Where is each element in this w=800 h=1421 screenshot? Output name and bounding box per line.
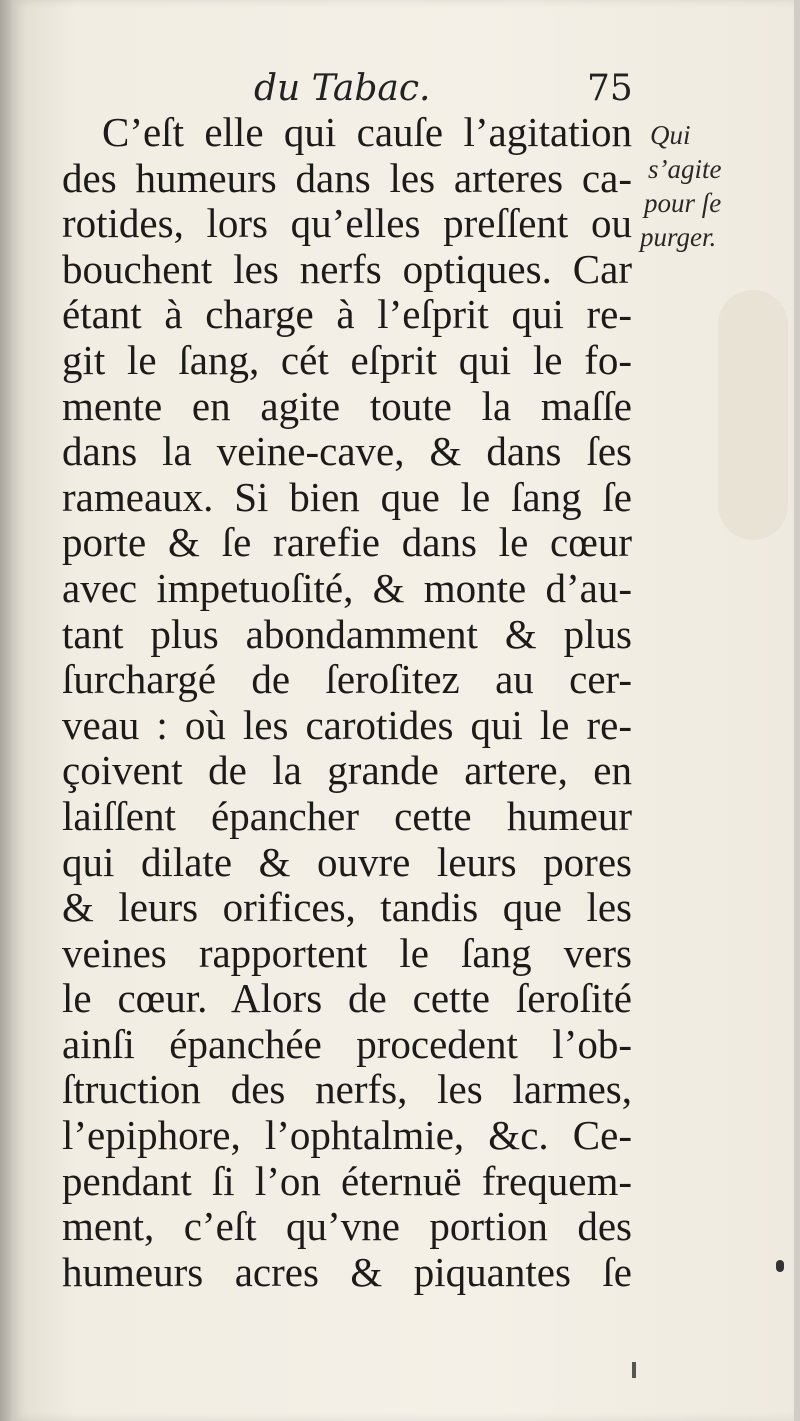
text-line: pendant ſi l’on éternuë frequem- [62,1157,632,1204]
text-line: veau : où les carotides qui le re- [62,701,632,748]
text-line: git le ſang, cét eſprit qui le fo- [62,336,632,383]
margin-note-line: pour ſe [644,188,722,218]
text-line: l’epiphore, l’ophtalmie, &c. Ce- [62,1112,632,1159]
margin-note-line: Qui [650,120,691,150]
text-line: étant à charge à l’eſprit qui re- [62,291,632,338]
text-line: dans la veine-cave, & dans ſes [62,428,632,475]
text-line: ment, c’eſt qu’vne portion des [62,1203,632,1250]
text-line: rotides, lors qu’elles preſſent ou [62,200,632,247]
text-line: ſtruction des nerfs, les larmes, [62,1066,632,1113]
text-line: le cœur. Alors de cette ſeroſité [62,975,632,1022]
text-line: des humeurs dans les arteres ca- [62,154,632,201]
text-line: C’eſt elle qui cauſe l’agitation [102,109,632,155]
margin-note-line: s’agite [648,154,722,184]
paper-stain [718,290,788,540]
book-gutter [0,0,12,1421]
text-line: ainſi épanchée procedent l’ob- [62,1020,632,1067]
margin-note [640,118,790,254]
text-line: qui dilate & ouvre leurs pores [62,838,632,885]
text-line: porte & ſe rarefie dans le cœur [62,519,632,566]
text-line: rameaux. Si bien que le ſang ſe [62,473,632,520]
text-line: tant plus abondamment & plus [62,610,632,657]
page-number: 75 [587,68,633,109]
running-title: du Tabac. [254,68,431,109]
margin-note-line: purger. [640,222,717,252]
text-line: avec impetuoſité, & monte d’au- [62,564,632,611]
text-line: humeurs acres & piquantes ſe [62,1248,632,1295]
ink-mark [632,1362,636,1378]
body-text [62,110,632,1295]
text-line: bouchent les nerfs optiques. Car [62,245,632,292]
text-line: laiſſent épancher cette humeur [62,792,632,839]
text-line: & leurs orifices, tandis que les [62,884,632,931]
text-line: veines rapportent le ſang vers [62,929,632,976]
text-line: ſurchargé de ſeroſitez au cer- [62,656,632,703]
ink-mark [776,1260,784,1272]
text-line: çoivent de la grande artere, en [62,747,632,794]
text-line: mente en agite toute la maſſe [62,382,632,429]
